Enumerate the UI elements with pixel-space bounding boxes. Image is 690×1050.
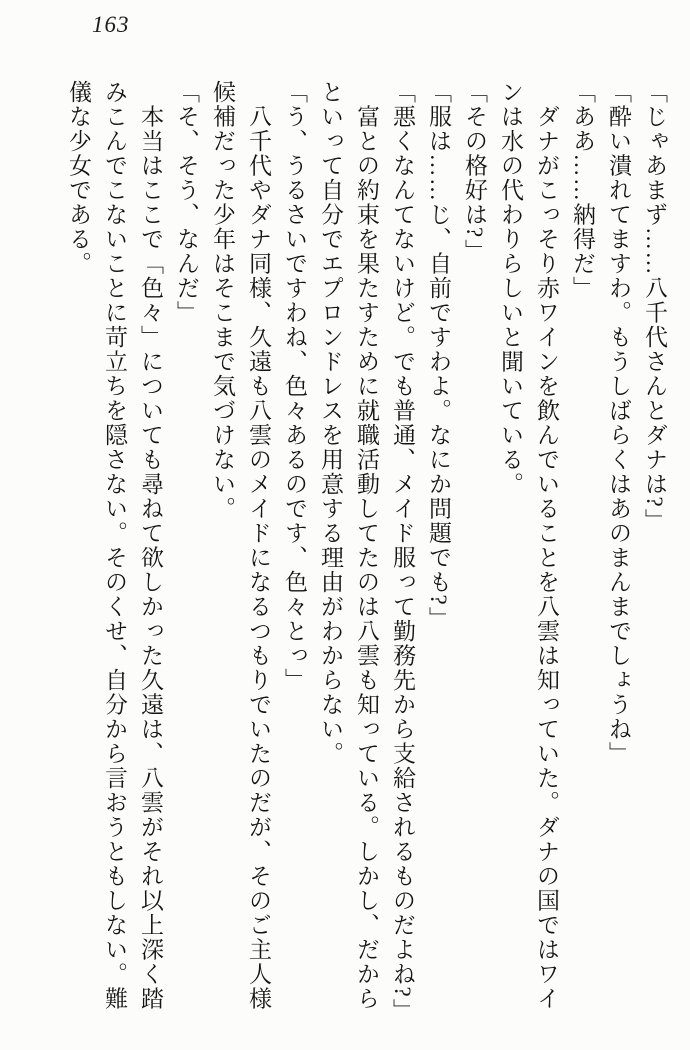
text-line: 「そ、そう、なんだ」 (174, 80, 199, 325)
text-line: 「じゃあまず……八千代さんとダナは?」 (642, 80, 667, 533)
text-line: 富との約束を果たすために就職活動してたのは八雲も知っている。しかし、だから (354, 80, 379, 1011)
page-number: 163 (92, 12, 130, 37)
text-line: といって自分でエプロンドレスを用意する理由がわからない。 (318, 80, 343, 766)
text-line: 八千代やダナ同様、久遠も八雲のメイドになるつもりでいたのだが、そのご主人様 (246, 80, 271, 1011)
text-line: 「服は……じ、自前ですわよ。なにか問題でも?」 (426, 80, 451, 631)
text-line: みこんでこないことに苛立ちを隠さない。そのくせ、自分から言おうともしない。難 (102, 80, 127, 1011)
text-line: 「その格好は?」 (462, 80, 487, 264)
text-line: 「ああ……納得だ」 (570, 80, 595, 301)
text-line: 儀な少女である。 (66, 80, 91, 276)
text-block (60, 80, 672, 1023)
text-line: 候補だった少年はそこまで気づけない。 (210, 80, 235, 521)
text-line: ンは水の代わりらしいと聞いている。 (498, 80, 523, 497)
text-line: 「悪くなんてないけど。でも普通、メイド服って勤務先から支給されるものだよね?」 (390, 80, 415, 1023)
text-line: 「う、うるさいですわね、色々あるのです、色々とっ」 (282, 80, 307, 693)
text-line: ダナがこっそり赤ワインを飲んでいることを八雲は知っていた。ダナの国ではワイ (534, 80, 559, 1011)
text-line: 「酔い潰れてますわ。もうしばらくはあのまんまでしょうね」 (606, 80, 631, 766)
text-line: 本当はここで「色々」についても尋ねて欲しかった久遠は、八雲がそれ以上深く踏 (138, 80, 163, 1011)
